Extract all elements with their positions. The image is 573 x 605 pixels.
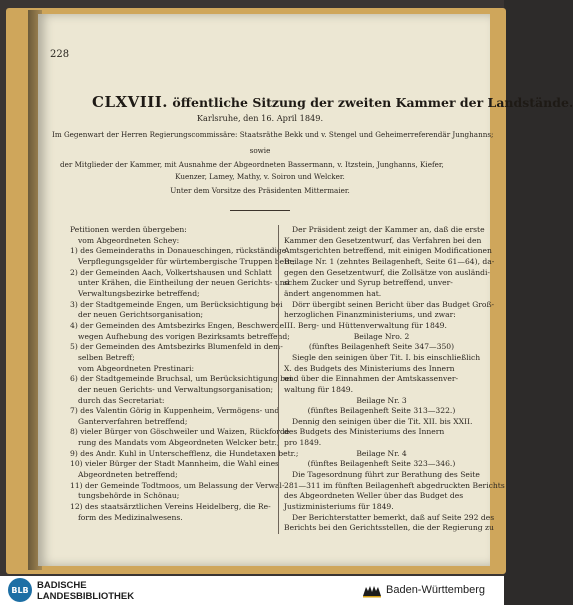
sowie-line: sowie	[249, 146, 271, 155]
column-line: Abgeordneten betreffend;	[78, 470, 178, 480]
separator-rule	[230, 210, 290, 211]
state-name[interactable]: Baden-Württemberg	[386, 584, 486, 596]
column-line: des Budgets des Ministeriums des Innern	[284, 427, 445, 437]
column-line: ändert angenommen hat.	[284, 288, 382, 298]
members-line-2: Kuenzer, Lamey, Mathy, v. Soiron und Welcker.	[175, 172, 345, 181]
date-line: Karlsruhe, den 16. April 1849.	[196, 113, 324, 123]
blb-logo-text: BLB	[11, 585, 29, 595]
column-line: 4) der Gemeinden des Amtsbezirks Engen, Beschwerde	[70, 320, 285, 330]
column-line: Beilage Nr. 3	[356, 395, 407, 405]
column-line: (fünftes Beilagenheft Seite 323—346.)	[307, 459, 456, 469]
column-line: 1) des Gemeinderaths in Donaueschingen, rückständige	[70, 246, 287, 256]
page-number: 228	[50, 49, 70, 60]
column-line: unter Krähen, die Eintheilung der neuen Gerichts- und	[78, 278, 290, 288]
column-line: Verwaltungsbezirke betreffend;	[78, 288, 200, 298]
right-column	[278, 225, 505, 534]
left-column	[70, 225, 299, 523]
blb-logo-icon[interactable]	[8, 578, 32, 602]
baden-wuerttemberg-lions-icon	[362, 584, 382, 598]
column-line: Verpflegungsgelder für würtembergische Truppen betr.;	[78, 256, 295, 266]
column-line: 8) vieler Bürger von Göschweiler und Waizen, Rückforde-	[70, 427, 292, 437]
column-line: 7) des Valentin Görig in Kuppenheim, Vermögens- und	[70, 406, 280, 416]
column-line: 10) vieler Bürger der Stadt Mannheim, die Wahl eines	[70, 459, 279, 469]
president-line: Unter dem Vorsitze des Präsidenten Mittermaier.	[170, 186, 350, 195]
column-line: Beilage Nr. 4	[356, 448, 407, 458]
column-line: Berichts bei den Gerichtsstellen, die der Regierung zu	[284, 523, 494, 533]
column-line: Beilage Nr. 1 (zehntes Beilagenheft, Seite 61—64), da-	[284, 256, 495, 266]
column-line: X. des Budgets des Ministeriums des Innern	[284, 363, 455, 373]
column-line: der neuen Gerichts- und Verwaltungsorganisation;	[78, 384, 274, 394]
title-text: öffentliche Sitzung der zweiten Kammer der Landstände.	[172, 95, 573, 110]
column-line: Die Tagesordnung führt zur Berathung des Seite	[292, 470, 480, 480]
column-line: der neuen Gerichtsorganisation;	[78, 310, 204, 320]
column-line: (fünftes Beilagenheft Seite 313—322.)	[307, 406, 456, 416]
column-line: herzoglichen Finanzministeriums, und zwar:	[284, 310, 456, 320]
column-line: 2) der Gemeinden Aach, Volkertshausen und Schlatt	[70, 267, 272, 277]
column-line: Der Berichterstatter bemerkt, daß auf Seite 292 des	[292, 512, 495, 522]
column-line: 12) des staatsärztlichen Vereins Heidelberg, die Re-	[70, 502, 271, 512]
column-line: Justizministeriums für 1849.	[284, 502, 394, 512]
column-line: 5) der Gemeinden des Amtsbezirks Blumenfeld in dem-	[70, 342, 283, 352]
column-line: III. Berg- und Hüttenverwaltung für 1849.	[284, 320, 447, 330]
title-number: CLXVIII.	[92, 93, 169, 111]
column-line: 6) der Stadtgemeinde Bruchsal, um Berücksichtigung bei	[70, 374, 292, 384]
column-line: form des Medizinalwesens.	[78, 512, 183, 522]
column-line: des Abgeordneten Weller über das Budget des	[284, 491, 464, 501]
column-line: Dörr übergibt seinen Bericht über das Budget Groß-	[292, 299, 495, 309]
column-line: und über die Einnahmen der Amtskassenver-	[284, 374, 459, 384]
column-line: selben Betreff;	[78, 352, 135, 362]
column-line: tungsbehörde in Schönau;	[78, 491, 180, 501]
column-line: 281—311 im fünften Beilagenheft abgedruckten Berichts	[284, 480, 505, 490]
column-line: pro 1849.	[284, 438, 322, 448]
footer-bar	[0, 576, 504, 605]
column-line: Beilage Nro. 2	[353, 331, 410, 341]
members-line-1: der Mitglieder der Kammer, mit Ausnahme der Abgeordneten Bassermann, v. Itzstein, Junghanns, Kiefer,	[60, 160, 444, 169]
column-line: Ganterverfahren betreffend;	[78, 416, 188, 426]
column-line: 3) der Stadtgemeinde Engen, um Berücksichtigung bei	[70, 299, 283, 309]
column-line: Petitionen werden übergeben:	[70, 225, 187, 234]
presence-line: Im Gegenwart der Herren Regierungscommissäre: Staatsräthe Bekk und v. Stengel und Geheimerreferendär Junghanns;	[52, 130, 494, 139]
column-line: waltung für 1849.	[284, 384, 354, 394]
page-title	[92, 93, 573, 111]
column-line: vom Abgeordneten Schey:	[78, 235, 180, 245]
column-line: vom Abgeordneten Prestinari:	[78, 363, 195, 373]
column-line: wegen Aufhebung des vorigen Bezirksamts betreffend;	[78, 331, 290, 341]
column-line: Kammer den Gesetzentwurf, das Verfahren bei den	[284, 235, 482, 245]
column-line: durch das Secretariat:	[78, 395, 165, 405]
column-line: 11) der Gemeinde Todtmoos, um Belassung der Verwal-	[70, 480, 285, 490]
column-line: 9) des Andr. Kuhl in Unterschefflenz, die Hundetaxen betr.;	[70, 448, 299, 458]
column-line: schem Zucker und Syrup betreffend, unver-	[284, 278, 453, 288]
column-line: Der Präsident zeigt der Kammer an, daß die erste	[292, 225, 485, 234]
column-line: (fünftes Beilagenheft Seite 347—350)	[308, 342, 455, 352]
column-line: Dennig den seinigen über die Tit. XII. bis XXII.	[292, 416, 473, 426]
library-name[interactable]	[37, 580, 134, 602]
library-name-line-2: LANDESBIBLIOTHEK	[37, 591, 135, 602]
library-name-line-1: BADISCHE	[37, 580, 87, 591]
column-line: rung des Mandats vom Abgeordneten Welcker betr.;	[78, 438, 280, 448]
column-line: gegen den Gesetzentwurf, die Zollsätze von ausländi-	[284, 267, 490, 277]
column-line: Amtsgerichten betreffend, mit einigen Modificationen	[284, 246, 492, 256]
column-line: Siegle den seinigen über Tit. I. bis einschließlich	[292, 352, 481, 362]
